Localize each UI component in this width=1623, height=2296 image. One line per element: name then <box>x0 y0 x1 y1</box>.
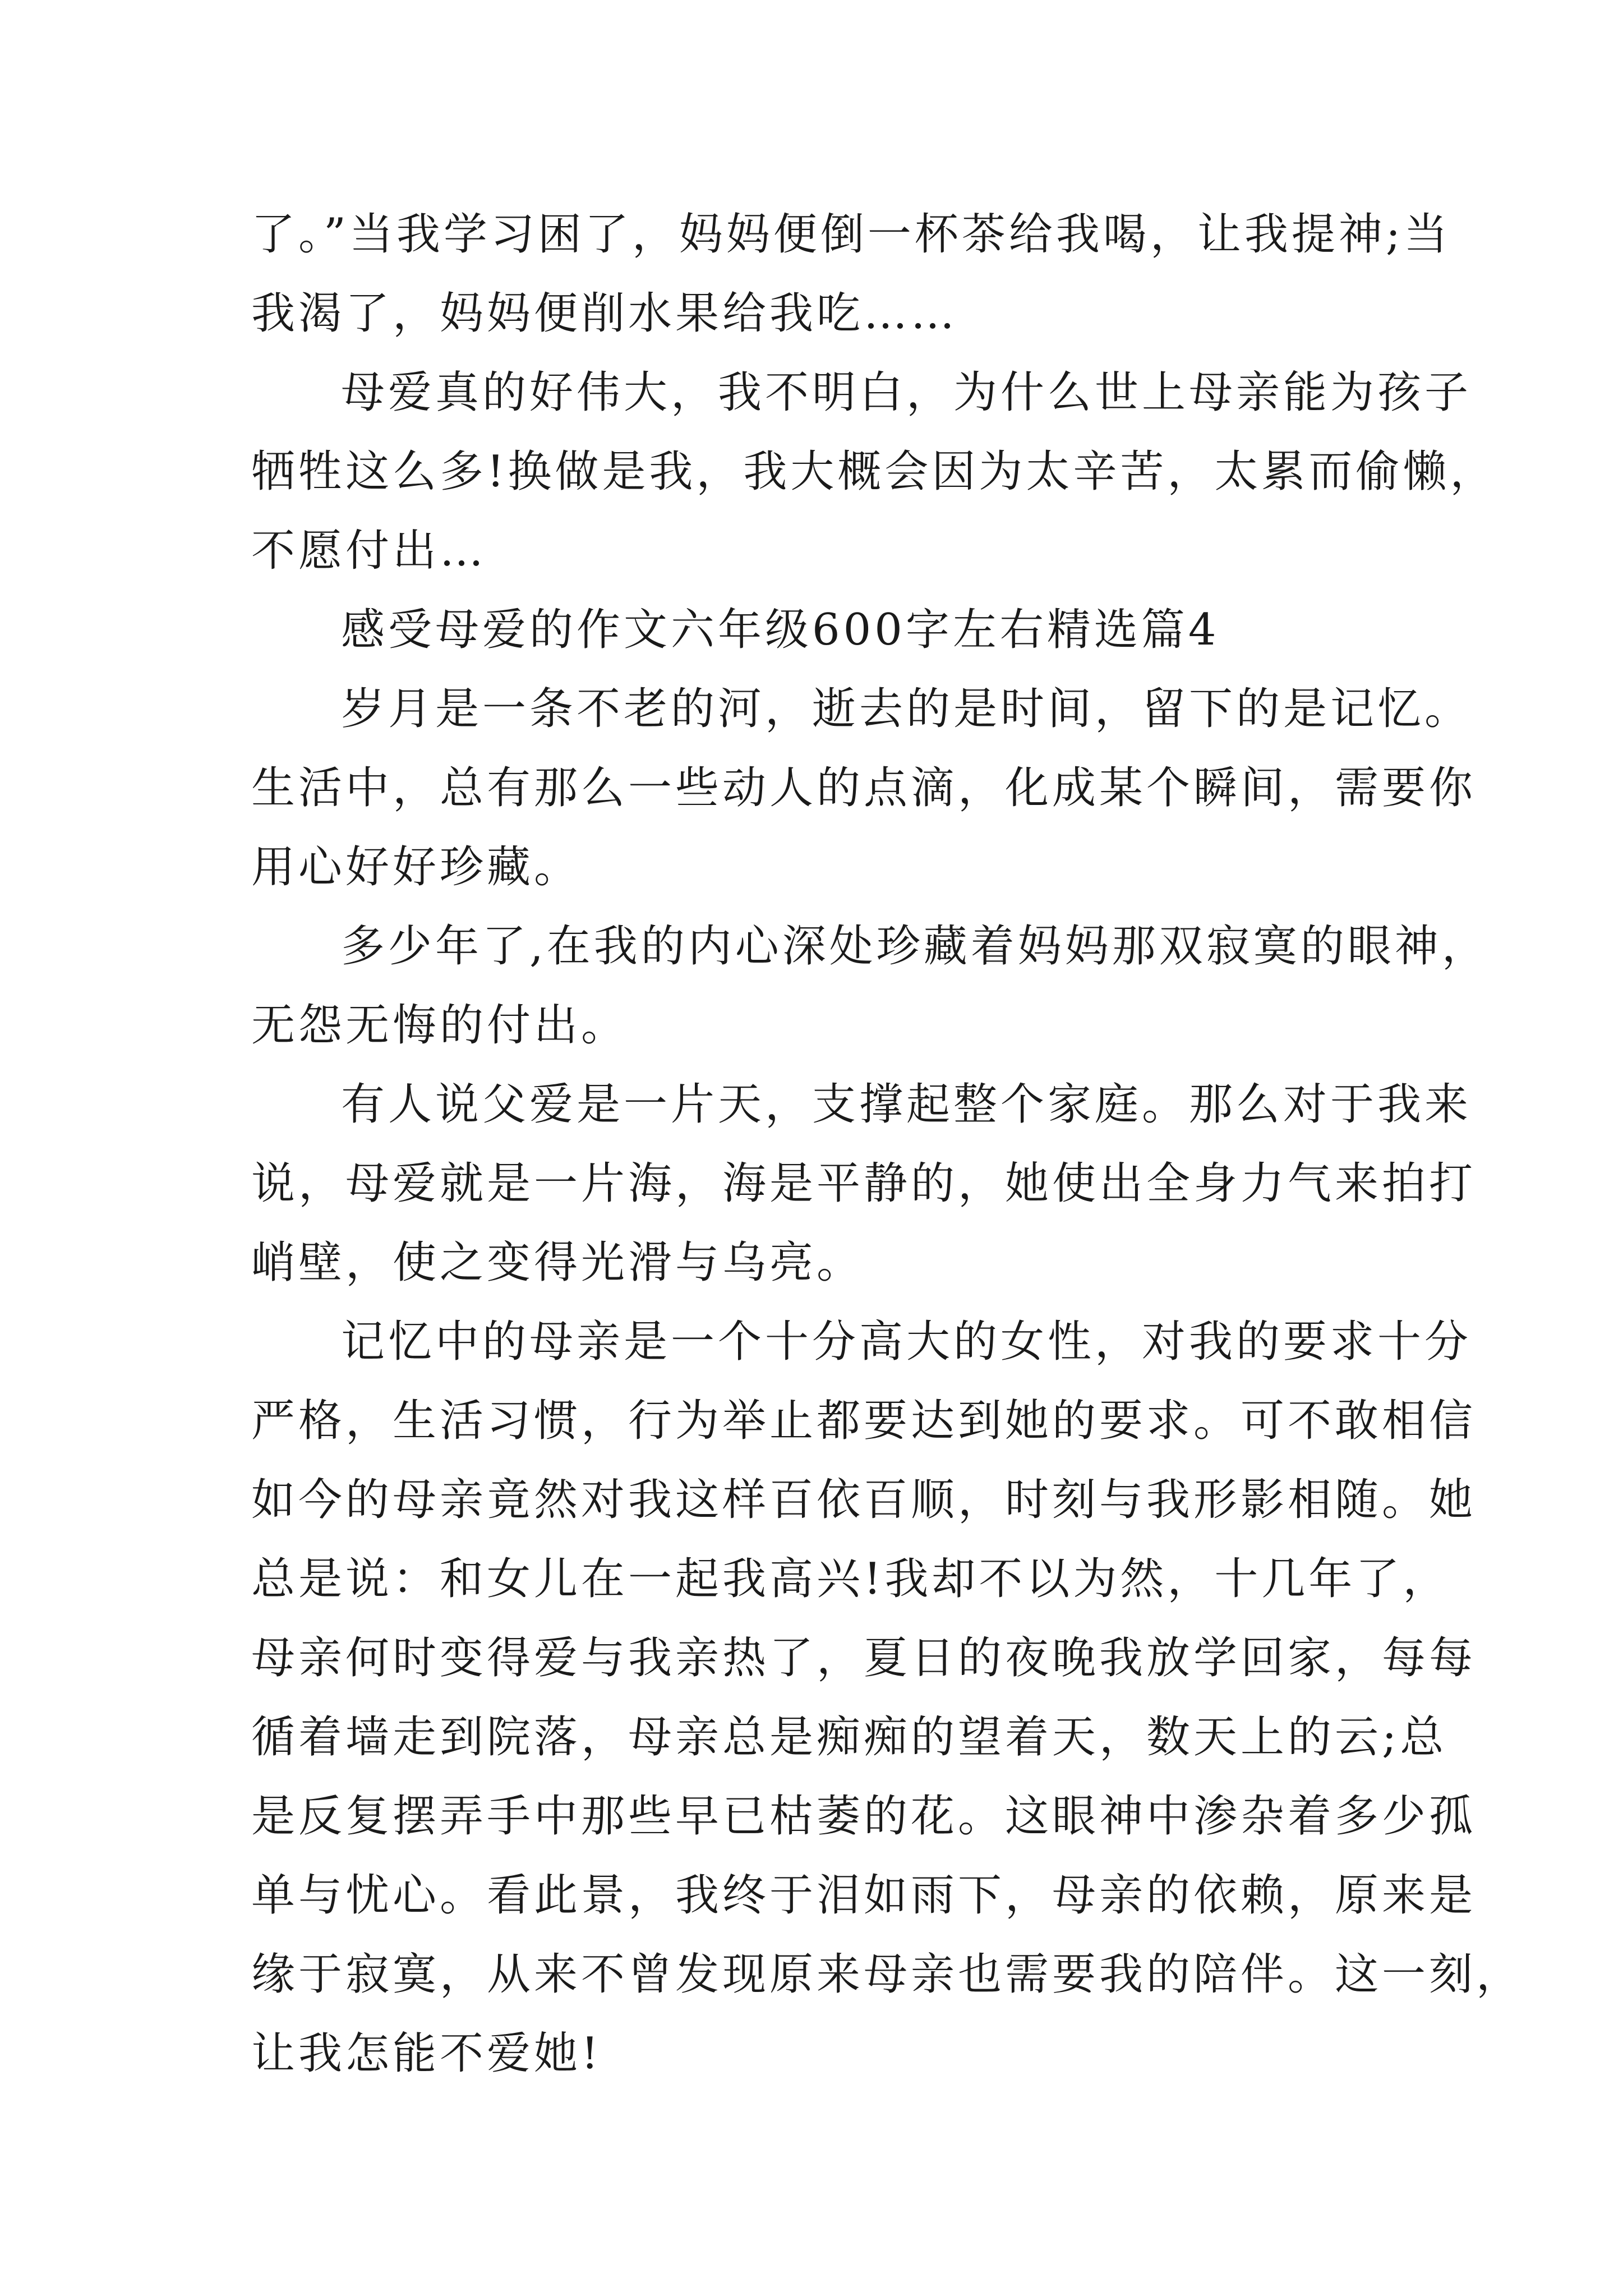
text-line: 单与忧心。看此景，我终于泪如雨下，母亲的依赖，原来是 <box>251 1870 1477 1921</box>
text-line: 生活中，总有那么一些动人的点滴，化成某个瞬间，需要你 <box>251 763 1477 813</box>
text-line: 峭壁，使之变得光滑与乌亮。 <box>251 1237 864 1288</box>
text-line: 用心好好珍藏。 <box>251 842 582 892</box>
text-line: 记忆中的母亲是一个十分高大的女性，对我的要求十分 <box>341 1317 1472 1367</box>
text-line: 多少年了,在我的内心深处珍藏着妈妈那双寂寞的眼神， <box>341 921 1489 972</box>
text-line: 循着墙走到院落，母亲总是痴痴的望着天，数天上的云;总 <box>251 1712 1447 1763</box>
text-line: 我渴了，妈妈便削水果给我吃…… <box>251 288 958 339</box>
text-line: 不愿付出… <box>251 526 487 576</box>
text-line: 是反复摆弄手中那些早已枯萎的花。这眼神中渗杂着多少孤 <box>251 1791 1477 1842</box>
essay-body <box>251 195 1524 2093</box>
text-line: 岁月是一条不老的河，逝去的是时间，留下的是记忆。 <box>341 684 1472 734</box>
section-heading: 感受母爱的作文六年级600字左右精选篇4 <box>341 605 1220 655</box>
text-line: 牺牲这么多!换做是我，我大概会因为太辛苦，太累而偷懒， <box>251 447 1497 497</box>
text-line: 母亲何时变得爱与我亲热了，夏日的夜晚我放学回家，每每 <box>251 1633 1477 1683</box>
text-line: 无怨无悔的付出。 <box>251 1000 629 1051</box>
text-line: 如今的母亲竟然对我这样百依百顺，时刻与我形影相随。她 <box>251 1475 1477 1525</box>
text-line: 有人说父爱是一片天，支撑起整个家庭。那么对于我来 <box>341 1079 1472 1130</box>
text-line: 说，母爱就是一片海，海是平静的，她使出全身力气来拍打 <box>251 1158 1477 1209</box>
text-line: 总是说：和女儿在一起我高兴!我却不以为然，十几年了， <box>251 1554 1450 1604</box>
text-line: 母爱真的好伟大，我不明白，为什么世上母亲能为孩子 <box>341 367 1472 418</box>
text-line: 缘于寂寞，从来不曾发现原来母亲也需要我的陪伴。这一刻， <box>251 1949 1524 2000</box>
text-line: 严格，生活习惯，行为举止都要达到她的要求。可不敢相信 <box>251 1396 1477 1446</box>
text-line: 了。”当我学习困了，妈妈便倒一杯茶给我喝，让我提神;当 <box>251 209 1451 260</box>
text-line: 让我怎能不爱她! <box>251 2028 602 2079</box>
